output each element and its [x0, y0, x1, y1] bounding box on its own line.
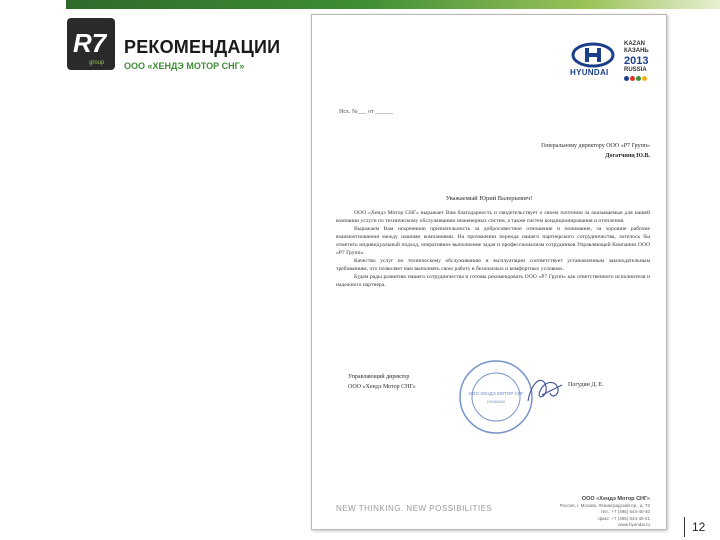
page-number: 12	[692, 520, 706, 534]
event-rings-icon	[624, 76, 660, 81]
page-title: РЕКОМЕНДАЦИИ	[124, 37, 281, 57]
event-country: RUSSIA	[624, 67, 647, 73]
page-subtitle: ООО «ХЕНДЭ МОТОР СНГ»	[124, 61, 245, 71]
recommendation-letter	[311, 14, 667, 530]
event-year: 2013	[624, 55, 649, 67]
letter-paragraph: Выражаем Вам искреннюю признательность за добросовестное отношение и понимание, за хорошие рабочие взаимоотношения между нашими компаниями. На протяжении периода нашего партнерского сотрудничества, хотелось бы отметить индивидуальный подход, оперативное выполнение задач и профессионализм сотрудников Управляющей Компании ООО «Р7 Групп».	[336, 226, 650, 256]
r7-group-logo	[67, 18, 115, 70]
svg-text:HYUNDAI: HYUNDAI	[486, 399, 506, 404]
signer-position: Управляющий директор	[348, 374, 410, 380]
footer-contact-line: ООО «Хендэ Мотор СНГ»	[581, 496, 650, 502]
footer-contact	[560, 496, 650, 529]
stamp-text: ООО ХЕНДЭ МОТОР СНГ	[468, 391, 524, 396]
hyundai-emblem-icon	[570, 42, 616, 68]
signer-title	[348, 372, 416, 392]
signer-company: ООО «Хендэ Мотор СНГ»	[348, 384, 416, 390]
handwritten-signature	[522, 371, 566, 411]
logo-mark: R7	[73, 28, 107, 58]
header-gradient-bar	[66, 0, 720, 9]
footer-slogan: NEW THINKING. NEW POSSIBILITIES	[336, 504, 493, 513]
reference-number: Исх. №___ от ______	[339, 109, 394, 115]
page-number-divider	[684, 517, 685, 537]
letter-paragraph: Будем рады развитию нашего сотрудничества и готовы рекомендовать ООО «Р7 Групп» как ответственного исполнителя и надежного партнера.	[336, 274, 650, 288]
signer-name: Погудин Д. Е.	[568, 382, 604, 388]
footer-contact-line: тел.: +7 (495) 644-40-40	[600, 509, 650, 514]
logo-subtext: group	[89, 60, 105, 66]
footer-contact-line: Россия, г. Москва, Ленинградский пр., д. 72	[559, 502, 650, 508]
addressee-position: Генеральному директору ООО «Р7 Групп»	[541, 143, 650, 149]
footer-contact-line: www.hyundai.ru	[618, 522, 650, 527]
addressee-name: Догатчинц Ю.В.	[605, 153, 650, 159]
letter-paragraph: Качество услуг по техническому обслуживанию и эксплуатации соответствует установленным законодательным требованиям, что позволяет нам выполнять свою работу в безопасных и комфортных условиях.	[336, 258, 650, 272]
footer-contact-line: факс: +7 (495) 644-40-41	[598, 515, 650, 521]
letter-body	[336, 209, 650, 289]
kazan-2013-logo	[624, 41, 660, 81]
event-city: KAZAN КАЗАНЬ	[624, 41, 649, 54]
addressee	[541, 141, 650, 161]
hyundai-wordmark: HYUNDAI	[570, 68, 609, 77]
letter-greeting: Уважаемый Юрий Валерьевич!	[445, 195, 533, 202]
letter-paragraph: ООО «Хендэ Мотор СНГ» выражает Вам благодарность и свидетельствует о своем почтении за оказываемые для нашей компании услуги по техническому обслуживанию инженерных систем, а также систем кондиционирования и отопления.	[336, 210, 650, 224]
